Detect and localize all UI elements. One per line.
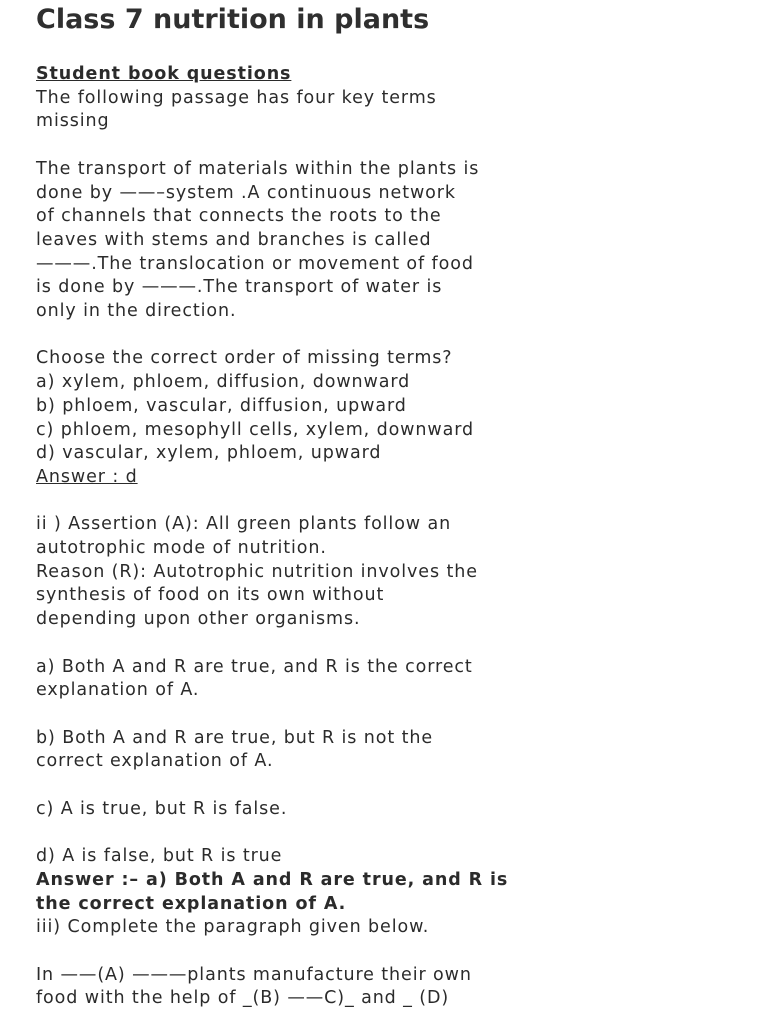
text-line: The transport of materials within the plants is: [36, 158, 480, 179]
text-line: Choose the correct order of missing terms?: [36, 348, 453, 369]
text-line: is done by ———.The transport of water is: [36, 277, 443, 298]
text-line: Answer :– a) Both A and R are true, and R is: [36, 869, 509, 890]
text-line: correct explanation of A.: [36, 751, 274, 772]
text-line: of channels that connects the roots to the: [36, 206, 442, 227]
text-line: leaves with stems and branches is called: [36, 229, 432, 250]
text-line: d) A is false, but R is true: [36, 846, 283, 867]
text-line: a) xylem, phloem, diffusion, downward: [36, 372, 411, 393]
text-line: In ——(A) ———plants manufacture their own: [36, 964, 472, 985]
text-line: b) Both A and R are true, but R is not the: [36, 727, 434, 748]
text-line: Answer : d: [36, 466, 138, 487]
text-line: done by ——–system .A continuous network: [36, 182, 456, 203]
text-line: food with the help of _(B) ——C)_ and _ (D): [36, 988, 450, 1009]
text-line: depending upon other organisms.: [36, 609, 361, 630]
text-line: ii ) Assertion (A): All green plants follow an: [36, 514, 452, 535]
text-line: The following passage has four key terms: [36, 87, 437, 108]
text-line: Reason (R): Autotrophic nutrition involves the: [36, 561, 478, 582]
text-line: only in the direction.: [36, 301, 237, 321]
text-line: missing: [36, 111, 110, 132]
text-line: explanation of A.: [36, 680, 200, 701]
text-line: the correct explanation of A.: [36, 893, 347, 914]
text-line: autotrophic mode of nutrition.: [36, 538, 327, 558]
text-line: synthesis of food on its own without: [36, 585, 385, 606]
text-line: ———.The translocation or movement of food: [36, 253, 474, 274]
text-line: iii) Complete the paragraph given below.: [36, 917, 430, 938]
text-line: b) phloem, vascular, diffusion, upward: [36, 395, 407, 416]
text-line: c) A is true, but R is false.: [36, 798, 288, 819]
text-line: Student book questions: [36, 64, 292, 84]
text-line: d) vascular, xylem, phloem, upward: [36, 443, 382, 464]
page-title: Class 7 nutrition in plants: [36, 4, 430, 35]
text-line: a) Both A and R are true, and R is the correct: [36, 656, 473, 677]
text-line: c) phloem, mesophyll cells, xylem, downward: [36, 419, 475, 440]
